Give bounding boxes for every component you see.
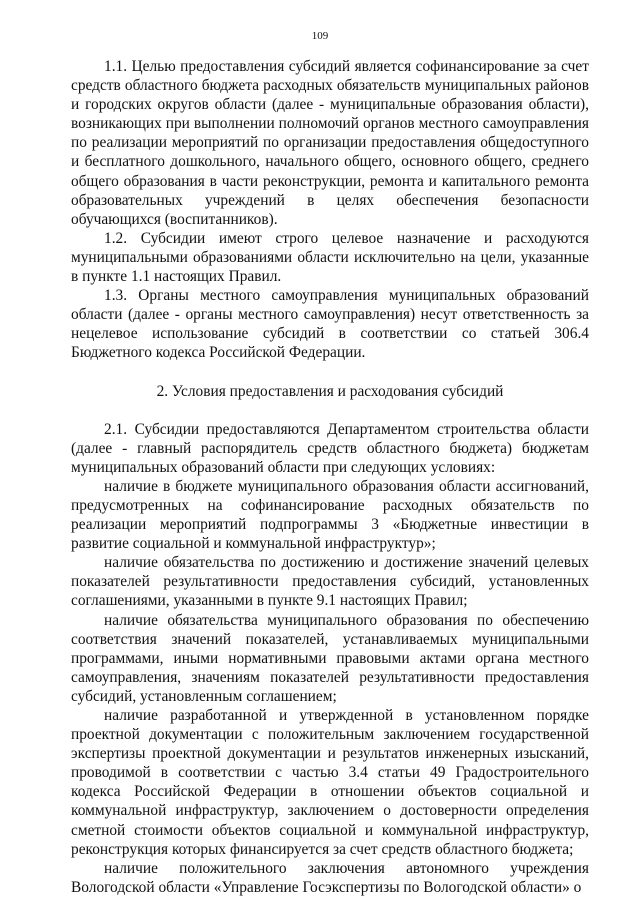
document-body <box>71 57 589 897</box>
section-heading: 2. Условия предоставления и расходования субсидий <box>156 382 504 400</box>
paragraph-1-3: 1.3. Органы местного самоуправления муниципальных образований области (далее - органы местного самоуправления) несут ответственность за нецелевое использование субсидий в соответствии со статьей 306.4 Бюджетного кодекса Российской Федерации. <box>71 287 589 362</box>
condition-target-indicators: наличие обязательства по достижению и достижение значений целевых показателей результативности предоставления субсидий, установленных соглашениями, указанными в пункте 9.1 настоящих Правил; <box>71 554 589 610</box>
page-number: 109 <box>311 30 329 42</box>
condition-project-documentation: наличие разработанной и утвержденной в установленном порядке проектной документации с положительным заключением государственной экспертизы проектной документации и результатов инженерных изысканий, проводимой в соответствии с частью 3.4 статьи 49 Градостроительного кодекса Российской Федерации в отношении объектов социальной и коммунальной инфраструктур, заключением о достоверности определения сметной стоимости объектов социальной и коммунальной инфраструктур, реконструкция которых финансируется за счет средств областного бюджета; <box>71 707 589 858</box>
condition-expertise-conclusion: наличие положительного заключения автономного учреждения Вологодской области «Управление Госэкспертизы по Вологодской области» о <box>71 859 589 896</box>
paragraph-1-2: 1.2. Субсидии имеют строго целевое назначение и расходуются муниципальными образованиями области исключительно на цели, указанные в пункте 1.1 настоящих Правил. <box>71 229 589 286</box>
condition-budget-allocation: наличие в бюджете муниципального образования области ассигнований, предусмотренных на софинансирование расходных обязательств по реализации мероприятий подпрограммы 3 «Бюджетные инвестиции в развитие социальной и коммунальной инфраструктур»; <box>71 477 589 553</box>
condition-indicator-compliance: наличие обязательства муниципального образования по обеспечению соответствия значений показателей, устанавливаемых муниципальными программами, иными нормативными правовыми актами органа местного самоуправления, значениям показателей результативности предоставления субсидий, установленным соглашением; <box>71 611 589 705</box>
paragraph-1-1: 1.1. Целью предоставления субсидий является софинансирование за счет средств областного бюджета расходных обязательств муниципальных районов и городских округов области (далее - муниципальные образования области), возникающих при выполнении полномочий органов местного самоуправления по реализации мероприятий по организации предоставления общедоступного и бесплатного дошкольного, начального общего, основного общего, среднего общего образования в части реконструкции, ремонта и капитального ремонта образовательных учреждений в целях обеспечения безопасности обучающихся (воспитанников). <box>71 58 589 228</box>
paragraph-2-1: 2.1. Субсидии предоставляются Департаментом строительства области (далее - главный распорядитель средств областного бюджета) бюджетам муниципальных образований области при следующих условиях: <box>71 420 589 476</box>
